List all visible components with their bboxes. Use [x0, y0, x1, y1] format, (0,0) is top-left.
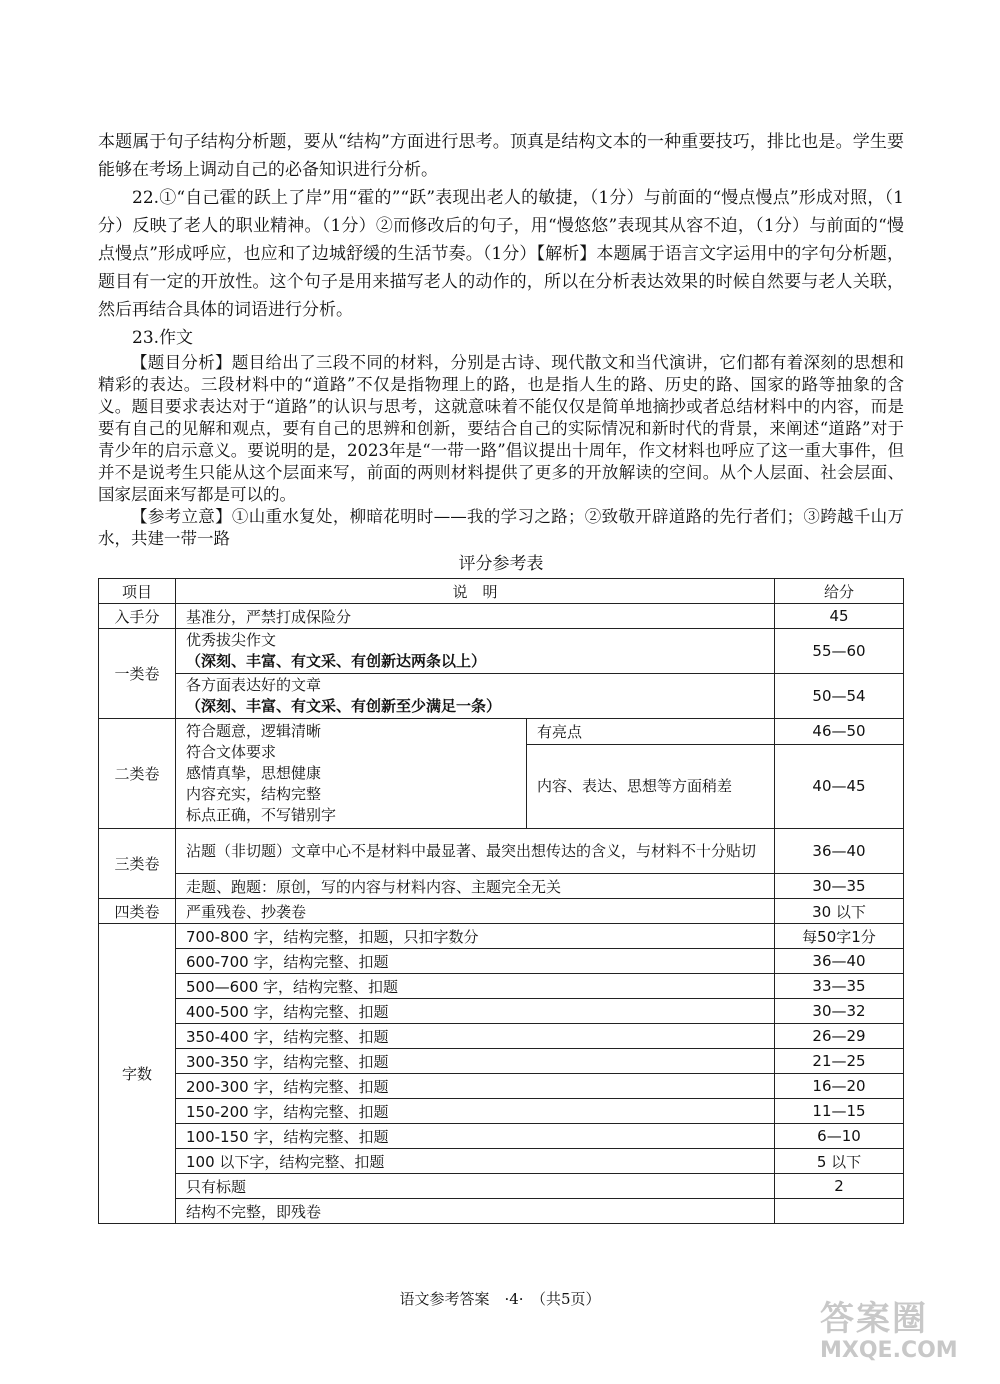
- table-row: [99, 1149, 904, 1174]
- wordcount-desc: 100-150 字，结构完整、扣题: [176, 1124, 775, 1149]
- table-header-row: [99, 579, 904, 604]
- wordcount-desc: 350-400 字，结构完整、扣题: [176, 1024, 775, 1049]
- wordcount-desc: 200-300 字，结构完整、扣题: [176, 1074, 775, 1099]
- wordcount-score: [775, 1199, 904, 1224]
- class4-desc: 严重残卷、抄袭卷: [176, 899, 775, 924]
- wordcount-score: 11—15: [775, 1099, 904, 1124]
- table-row: [99, 829, 904, 874]
- table-row: [99, 899, 904, 924]
- class1-item: 一类卷: [99, 629, 176, 719]
- wordcount-desc: 600-700 字，结构完整、扣题: [176, 949, 775, 974]
- class2-criterion: 符合文体要求: [186, 743, 277, 761]
- class3-score-2: 30—35: [775, 874, 904, 899]
- table-title: 评分参考表: [458, 554, 544, 574]
- class1-desc-1-line1: 优秀拔尖作文: [186, 631, 277, 649]
- wordcount-score: 30—32: [775, 999, 904, 1024]
- watermark-top: 答案圈: [820, 1299, 928, 1339]
- paragraph-21-analysis: 本题属于句子结构分析题，要从“结构”方面进行思考。顶真是结构文本的一种重要技巧，排比也是。学生要能够在考场上调动自己的必备知识进行分析。: [98, 132, 904, 180]
- class2-criterion: 标点正确，不写错别字: [186, 806, 337, 824]
- wordcount-item: 字数: [99, 924, 176, 1224]
- wordcount-score: 16—20: [775, 1074, 904, 1099]
- table-row: [99, 1024, 904, 1049]
- paragraph-23-analysis: 【题目分析】题目给出了三段不同的材料，分别是古诗、现代散文和当代演讲，它们都有着深刻的思想和精彩的表达。三段材料中的“道路”不仅是指物理上的路，也是指人生的路、历史的路、国家的路等抽象的含义。题目要求表达对于“道路”的认识与思考，这就意味着不能仅仅是简单地摘抄或者总结材料中的内容，而是要有自己的见解和观点，要有自己的思辨和创新，要结合自己的实际情况和新时代的背景，来阐述“道路”对于青少年的启示意义。要说明的是，2023年是“一带一路”倡议提出十周年，作文材料也呼应了这一重大事件，但并不是说考生只能从这个层面来写，前面的两则材料提供了更多的开放解读的空间。从个人层面、社会层面、国家层面来写都是可以的。: [98, 353, 904, 504]
- class2-criterion: 感情真挚，思想健康: [186, 764, 322, 782]
- table-row: [99, 974, 904, 999]
- class2-criteria: [176, 719, 527, 829]
- wordcount-score: 33—35: [775, 974, 904, 999]
- class3-desc-1: 沾题（非切题）文章中心不是材料中最显著、最突出想传达的含义，与材料不十分贴切: [176, 829, 775, 874]
- table-row: [99, 604, 904, 629]
- table-row: [99, 1174, 904, 1199]
- wordcount-desc: 300-350 字，结构完整、扣题: [176, 1049, 775, 1074]
- table-row: [99, 1049, 904, 1074]
- header-desc: 说 明: [176, 579, 775, 604]
- class3-score-1: 36—40: [775, 829, 904, 874]
- class3-item: 三类卷: [99, 829, 176, 899]
- wordcount-score: 2: [775, 1174, 904, 1199]
- table-row: [99, 874, 904, 899]
- scoring-table: [98, 578, 904, 1224]
- watermark-logo: [820, 1300, 980, 1372]
- wordcount-score: 5 以下: [775, 1149, 904, 1174]
- class1-score-1: 55—60: [775, 629, 904, 674]
- table-row: [99, 1099, 904, 1124]
- class2-criterion: 内容充实，结构完整: [186, 785, 322, 803]
- wordcount-desc: 100 以下字，结构完整、扣题: [176, 1149, 775, 1174]
- header-score: 给分: [775, 579, 904, 604]
- wordcount-score: 21—25: [775, 1049, 904, 1074]
- class2-item: 二类卷: [99, 719, 176, 829]
- table-row: [99, 924, 904, 949]
- wordcount-desc: 结构不完整，即残卷: [176, 1199, 775, 1224]
- table-row: [99, 1124, 904, 1149]
- table-row: [99, 1199, 904, 1224]
- page-footer: 语文参考答案 ·4· （共5页）: [399, 1290, 601, 1308]
- class4-score: 30 以下: [775, 899, 904, 924]
- table-row: [99, 999, 904, 1024]
- class1-desc-2-line2: （深刻、丰富、有文采、有创新至少满足一条）: [186, 697, 502, 715]
- header-item: 项目: [99, 579, 176, 604]
- class1-desc-2-line1: 各方面表达好的文章: [186, 676, 322, 694]
- entry-item: 入手分: [99, 604, 176, 629]
- table-row: [99, 1074, 904, 1099]
- wordcount-score: 每50字1分: [775, 924, 904, 949]
- wordcount-score: 6—10: [775, 1124, 904, 1149]
- paragraph-23-ideas: 【参考立意】①山重水复处，柳暗花明时——我的学习之路；②致敬开辟道路的先行者们；③跨越千山万水，共建一带一路: [98, 507, 904, 548]
- watermark-bottom: MXQE.COM: [820, 1338, 958, 1363]
- wordcount-score: 36—40: [775, 949, 904, 974]
- table-row: [99, 949, 904, 974]
- class2-sub-score-2: 40—45: [775, 744, 904, 828]
- class2-sub-desc-1: 有亮点: [527, 719, 775, 745]
- class2-sub-score-1: 46—50: [775, 719, 904, 745]
- table-row: [99, 719, 904, 745]
- wordcount-desc: 500—600 字，结构完整、扣题: [176, 974, 775, 999]
- answer-page: [98, 128, 904, 1224]
- wordcount-desc: 只有标题: [176, 1174, 775, 1199]
- class2-criterion: 符合题意，逻辑清晰: [186, 722, 322, 740]
- class2-sub-desc-2: 内容、表达、思想等方面稍差: [527, 744, 775, 828]
- table-row: [99, 629, 904, 674]
- class1-score-2: 50—54: [775, 674, 904, 719]
- wordcount-desc: 700-800 字，结构完整，扣题，只扣字数分: [176, 924, 775, 949]
- paragraph-23-title: 23.作文: [132, 328, 194, 348]
- class1-desc-2: [176, 674, 775, 719]
- entry-score: 45: [775, 604, 904, 629]
- class3-desc-2: 走题、跑题：原创，写的内容与材料内容、主题完全无关: [176, 874, 775, 899]
- paragraph-22-answer: 22.①“自己霍的跃上了岸”用“霍的”“跃”表现出老人的敏捷，（1分）与前面的“慢点慢点”形成对照，（1分）反映了老人的职业精神。（1分）②而修改后的句子，用“慢悠悠”表现其从容不迫，（1分）与前面的“慢点慢点”形成呼应，也应和了边城舒缓的生活节奏。（1分）【解析】本题属于语言文字运用中的字句分析题，题目有一定的开放性。这个句子是用来描写老人的动作的，所以在分析表达效果的时候自然要与老人关联，然后再结合具体的词语进行分析。: [98, 188, 904, 320]
- table-row: [99, 674, 904, 719]
- wordcount-desc: 400-500 字，结构完整、扣题: [176, 999, 775, 1024]
- wordcount-score: 26—29: [775, 1024, 904, 1049]
- class1-desc-1-line2: （深刻、丰富、有文采、有创新达两条以上）: [186, 652, 487, 670]
- wordcount-desc: 150-200 字，结构完整、扣题: [176, 1099, 775, 1124]
- class4-item: 四类卷: [99, 899, 176, 924]
- entry-desc: 基准分，严禁打成保险分: [176, 604, 775, 629]
- class1-desc-1: [176, 629, 775, 674]
